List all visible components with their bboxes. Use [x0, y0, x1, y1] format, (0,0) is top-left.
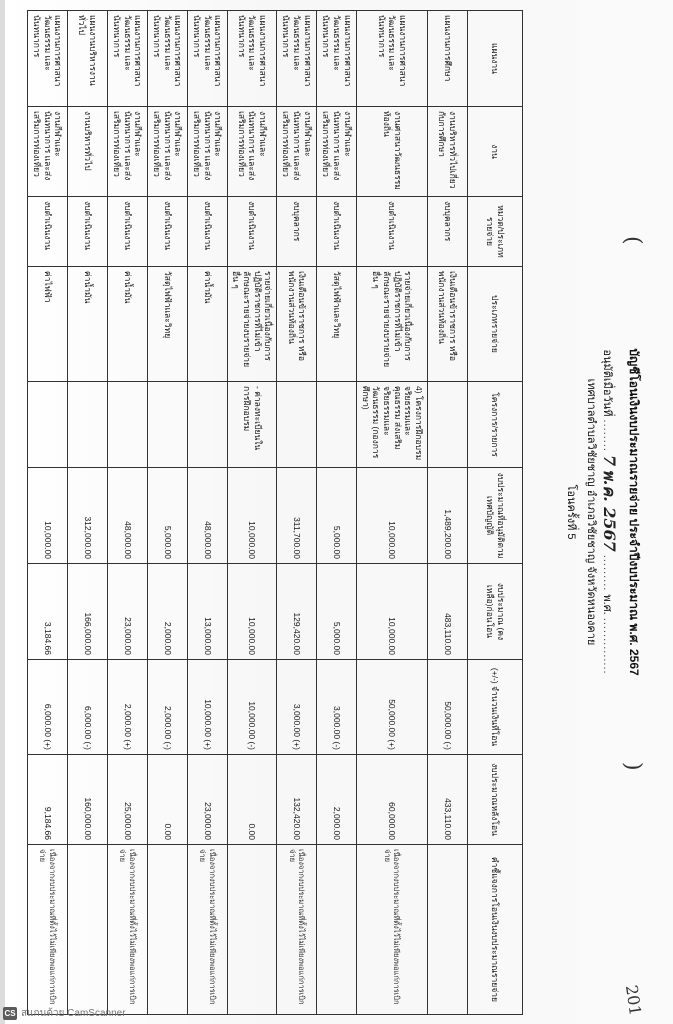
- dots-2: .........: [601, 554, 613, 592]
- cell-work: งานบริหารทั่วไปเกี่ยวกับการศึกษา: [428, 107, 468, 197]
- cell-category: งบบุคลากร: [428, 197, 468, 267]
- cell-category: งบดำเนินงาน: [227, 197, 277, 267]
- cell-type: รายจ่ายเกี่ยวเนื่องกับการปฏิบัติราชการที่ไม่เข้าลักษณะรายจ่ายงบรายจ่ายอื่น ๆ: [227, 267, 277, 382]
- camscanner-label: สแกนด้วย CamScanner: [21, 1007, 126, 1019]
- cell-project: [67, 382, 107, 468]
- camscanner-icon: CS: [4, 1008, 16, 1018]
- cell-note: [317, 845, 357, 1015]
- cell-remaining: 13,000.00: [187, 564, 227, 660]
- dots-1: ........: [601, 419, 613, 452]
- cell-approved: 10,000.00: [227, 468, 277, 564]
- col-approved: งบประมาณที่อนุมัติตามเทศบัญญัติ: [468, 468, 523, 564]
- cell-after: 25,000.00: [107, 755, 147, 845]
- cell-transfer: 50,000.00 (+): [357, 660, 428, 755]
- cell-category: งบดำเนินงาน: [317, 197, 357, 267]
- cell-transfer: 10,000.00 (-): [227, 660, 277, 755]
- cell-project: [317, 382, 357, 468]
- cell-remaining: 10,000.00: [357, 564, 428, 660]
- cell-work: งานศาสนาวัฒนธรรมท้องถิ่น: [357, 107, 428, 197]
- transfer-number: โอนครั้งที่ 5: [565, 484, 577, 540]
- approval-suffix: พ.ศ.: [601, 594, 613, 615]
- cell-project: [27, 382, 67, 468]
- table-row: [277, 11, 317, 1015]
- cell-plan: แผนงานการศาสนา วัฒนธรรม และนันทนาการ: [357, 11, 428, 107]
- cell-after: 23,000.00: [187, 755, 227, 845]
- cell-remaining: 23,000.00: [107, 564, 147, 660]
- cell-approved: 311,700.00: [277, 468, 317, 564]
- cell-type: ค่าน้ำมัน: [67, 267, 107, 382]
- cell-category: งบดำเนินงาน: [147, 197, 187, 267]
- cell-work: งานกีฬาและนันทนาการ และส่งเสริมการท่องเที่ยว: [227, 107, 277, 197]
- col-transfer: (+/-) จำนวนเงินที่โอน: [468, 660, 523, 755]
- col-remaining: งบประมาณ (คงเหลือ)ก่อนโอน: [468, 564, 523, 660]
- cell-type: ค่าน้ำมัน: [187, 267, 227, 382]
- cell-note: เนื่องจากงบประมาณที่ตั้งไว้ไม่เพียงพอแก่การเบิกจ่าย: [277, 845, 317, 1015]
- cell-type: รายจ่ายเกี่ยวเนื่องกับการปฏิบัติราชการที่ไม่เข้าลักษณะรายจ่ายงบรายจ่ายอื่น ๆ: [357, 267, 428, 382]
- table-row: [107, 11, 147, 1015]
- cell-plan: แผนงานการศาสนา วัฒนธรรม และนันทนาการ: [147, 11, 187, 107]
- cell-transfer: 50,000.00 (-): [428, 660, 468, 755]
- cell-plan: แผนงานการศาสนา วัฒนธรรม และนันทนาการ: [227, 11, 277, 107]
- cell-category: งบดำเนินงาน: [187, 197, 227, 267]
- cell-remaining: 2,000.00: [147, 564, 187, 660]
- cell-work: งานกีฬาและนันทนาการ และส่งเสริมการท่องเที่ยว: [277, 107, 317, 197]
- cell-plan: แผนงานบริหารงานทั่วไป: [67, 11, 107, 107]
- cell-transfer: 6,000.00 (-): [67, 660, 107, 755]
- col-work: งาน: [468, 107, 523, 197]
- cell-note: [227, 845, 277, 1015]
- cell-note: เนื่องจากงบประมาณที่ตั้งไว้ไม่เพียงพอแก่การเบิกจ่าย: [107, 845, 147, 1015]
- cell-type: ค่าน้ำมัน: [107, 267, 147, 382]
- col-type: ประเภทรายจ่าย: [468, 267, 523, 382]
- cell-note: [67, 845, 107, 1015]
- cell-work: งานกีฬาและนันทนาการ และส่งเสริมการท่องเที่ยว: [147, 107, 187, 197]
- col-after: งบประมาณหลังโอน: [468, 755, 523, 845]
- cell-transfer: 2,000.00 (-): [147, 660, 187, 755]
- budget-transfer-table: [27, 10, 523, 1015]
- cell-after: 60,000.00: [357, 755, 428, 845]
- table-row: [428, 11, 468, 1015]
- table-row: [67, 11, 107, 1015]
- col-plan: แผนงาน: [468, 11, 523, 107]
- cell-project: 4) โครงการฝึกอบรมจริยธรรมและคุณธรรม ส่งเสริมจริยธรรมและวัฒนธรรม (กองการศึกษา): [357, 382, 428, 468]
- cell-after: 2,000.00: [317, 755, 357, 845]
- table-row: [227, 11, 277, 1015]
- cell-project: [277, 382, 317, 468]
- cell-plan: แผนงานการศาสนา วัฒนธรรม และนันทนาการ: [317, 11, 357, 107]
- dots-3: ..............: [601, 617, 613, 675]
- cell-transfer: 3,000.00 (-): [317, 660, 357, 755]
- document-title: บัญชีโอนเงินงบประมาณรายจ่าย ประจำปีงบประมาณ พ.ศ. 2567: [627, 348, 641, 676]
- cell-category: งบบุคลากร: [277, 197, 317, 267]
- cell-approved: 48,000.00: [187, 468, 227, 564]
- cell-work: งานบริหารทั่วไป: [67, 107, 107, 197]
- cell-project: [147, 382, 187, 468]
- cell-category: งบดำเนินงาน: [357, 197, 428, 267]
- table-body: [27, 11, 467, 1015]
- cell-work: งานกีฬาและนันทนาการ และส่งเสริมการท่องเที่ยว: [317, 107, 357, 197]
- cell-after: 132,420.00: [277, 755, 317, 845]
- table-row: [187, 11, 227, 1015]
- handwritten-page-number: 201: [621, 984, 646, 1018]
- cell-plan: แผนงานการศาสนา วัฒนธรรม และนันทนาการ: [187, 11, 227, 107]
- cell-transfer: 2,000.00 (+): [107, 660, 147, 755]
- cell-transfer: 3,000.00 (+): [277, 660, 317, 755]
- cell-plan: แผนงานการศาสนา วัฒนธรรม และนันทนาการ: [27, 11, 67, 107]
- cell-plan: แผนงานการศึกษา: [428, 11, 468, 107]
- col-note: คำชี้แจงการโอนเงินงบประมาณรายจ่าย: [468, 845, 523, 1015]
- cell-category: งบดำเนินงาน: [107, 197, 147, 267]
- cell-note: [147, 845, 187, 1015]
- cell-note: เนื่องจากงบประมาณที่ตั้งไว้ไม่เพียงพอแก่การเบิกจ่าย: [187, 845, 227, 1015]
- cell-after: 0.00: [147, 755, 187, 845]
- cell-transfer: 6,000.00 (+): [27, 660, 67, 755]
- col-project: โครงการ/รายการ: [468, 382, 523, 468]
- table-row: [357, 11, 428, 1015]
- table-header-row: [468, 11, 523, 1015]
- table-row: [317, 11, 357, 1015]
- cell-after: 160,000.00: [67, 755, 107, 845]
- cell-remaining: 3,184.66: [27, 564, 67, 660]
- organization-line: เทศบาลตำบลวิชัยชาญ อำเภอวิชัยชาญ จังหวัดหนองคาย: [585, 378, 597, 646]
- cell-note: เนื่องจากงบประมาณที่ตั้งไว้ไม่เพียงพอแก่การเบิกจ่าย: [27, 845, 67, 1015]
- approval-prefix: อนุมัติเมื่อวันที่: [601, 349, 613, 417]
- cell-type: ค่าไฟฟ้า: [27, 267, 67, 382]
- left-brace: (: [620, 236, 645, 245]
- cell-approved: 5,000.00: [317, 468, 357, 564]
- cell-approved: 48,000.00: [107, 468, 147, 564]
- cell-type: เงินเดือนข้าราชการ หรือพนักงานส่วนท้องถิ่น: [428, 267, 468, 382]
- cell-remaining: 5,000.00: [317, 564, 357, 660]
- cell-after: 9,184.66: [27, 755, 67, 845]
- document-header: [523, 0, 673, 1024]
- right-brace: ): [620, 762, 645, 771]
- cell-approved: 312,000.00: [67, 468, 107, 564]
- cell-approved: 10,000.00: [357, 468, 428, 564]
- cell-note: เนื่องจากงบประมาณที่ตั้งไว้ไม่เพียงพอแก่การเบิกจ่าย: [357, 845, 428, 1015]
- cell-type: วัสดุไฟฟ้าและวิทยุ: [147, 267, 187, 382]
- cell-project: [107, 382, 147, 468]
- cell-approved: 1,489,200.00: [428, 468, 468, 564]
- cell-category: งบดำเนินงาน: [67, 197, 107, 267]
- table-row: [147, 11, 187, 1015]
- cell-approved: 10,000.00: [27, 468, 67, 564]
- approval-day: 7: [600, 455, 619, 467]
- cell-remaining: 129,420.00: [277, 564, 317, 660]
- cell-plan: แผนงานการศาสนา วัฒนธรรม และนันทนาการ: [277, 11, 317, 107]
- cell-type: วัสดุไฟฟ้าและวิทยุ: [317, 267, 357, 382]
- cell-type: เงินเดือนข้าราชการ หรือพนักงานส่วนท้องถิ่น: [277, 267, 317, 382]
- cell-project: [187, 382, 227, 468]
- cell-project: [428, 382, 468, 468]
- cell-after: 433,110.00: [428, 755, 468, 845]
- camscanner-watermark: [3, 1006, 126, 1020]
- cell-plan: แผนงานการศาสนา วัฒนธรรม และนันทนาการ: [107, 11, 147, 107]
- cell-category: งบดำเนินงาน: [27, 197, 67, 267]
- cell-remaining: 166,000.00: [67, 564, 107, 660]
- col-category: หมวด/ประเภทรายจ่าย: [468, 197, 523, 267]
- cell-work: งานกีฬาและนันทนาการ และส่งเสริมการท่องเที่ยว: [27, 107, 67, 197]
- cell-after: 0.00: [227, 755, 277, 845]
- cell-transfer: 10,000.00 (+): [187, 660, 227, 755]
- cell-work: งานกีฬาและนันทนาการ และส่งเสริมการท่องเที่ยว: [187, 107, 227, 197]
- cell-project: - ค่าลงทะเบียนในการฝึกอบรม: [227, 382, 277, 468]
- cell-note: [428, 845, 468, 1015]
- cell-remaining: 483,110.00: [428, 564, 468, 660]
- cell-approved: 5,000.00: [147, 468, 187, 564]
- approval-month-year: พ.ค. 2567: [600, 469, 619, 552]
- cell-remaining: 10,000.00: [227, 564, 277, 660]
- table-row: [27, 11, 67, 1015]
- cell-work: งานกีฬาและนันทนาการ และส่งเสริมการท่องเที่ยว: [107, 107, 147, 197]
